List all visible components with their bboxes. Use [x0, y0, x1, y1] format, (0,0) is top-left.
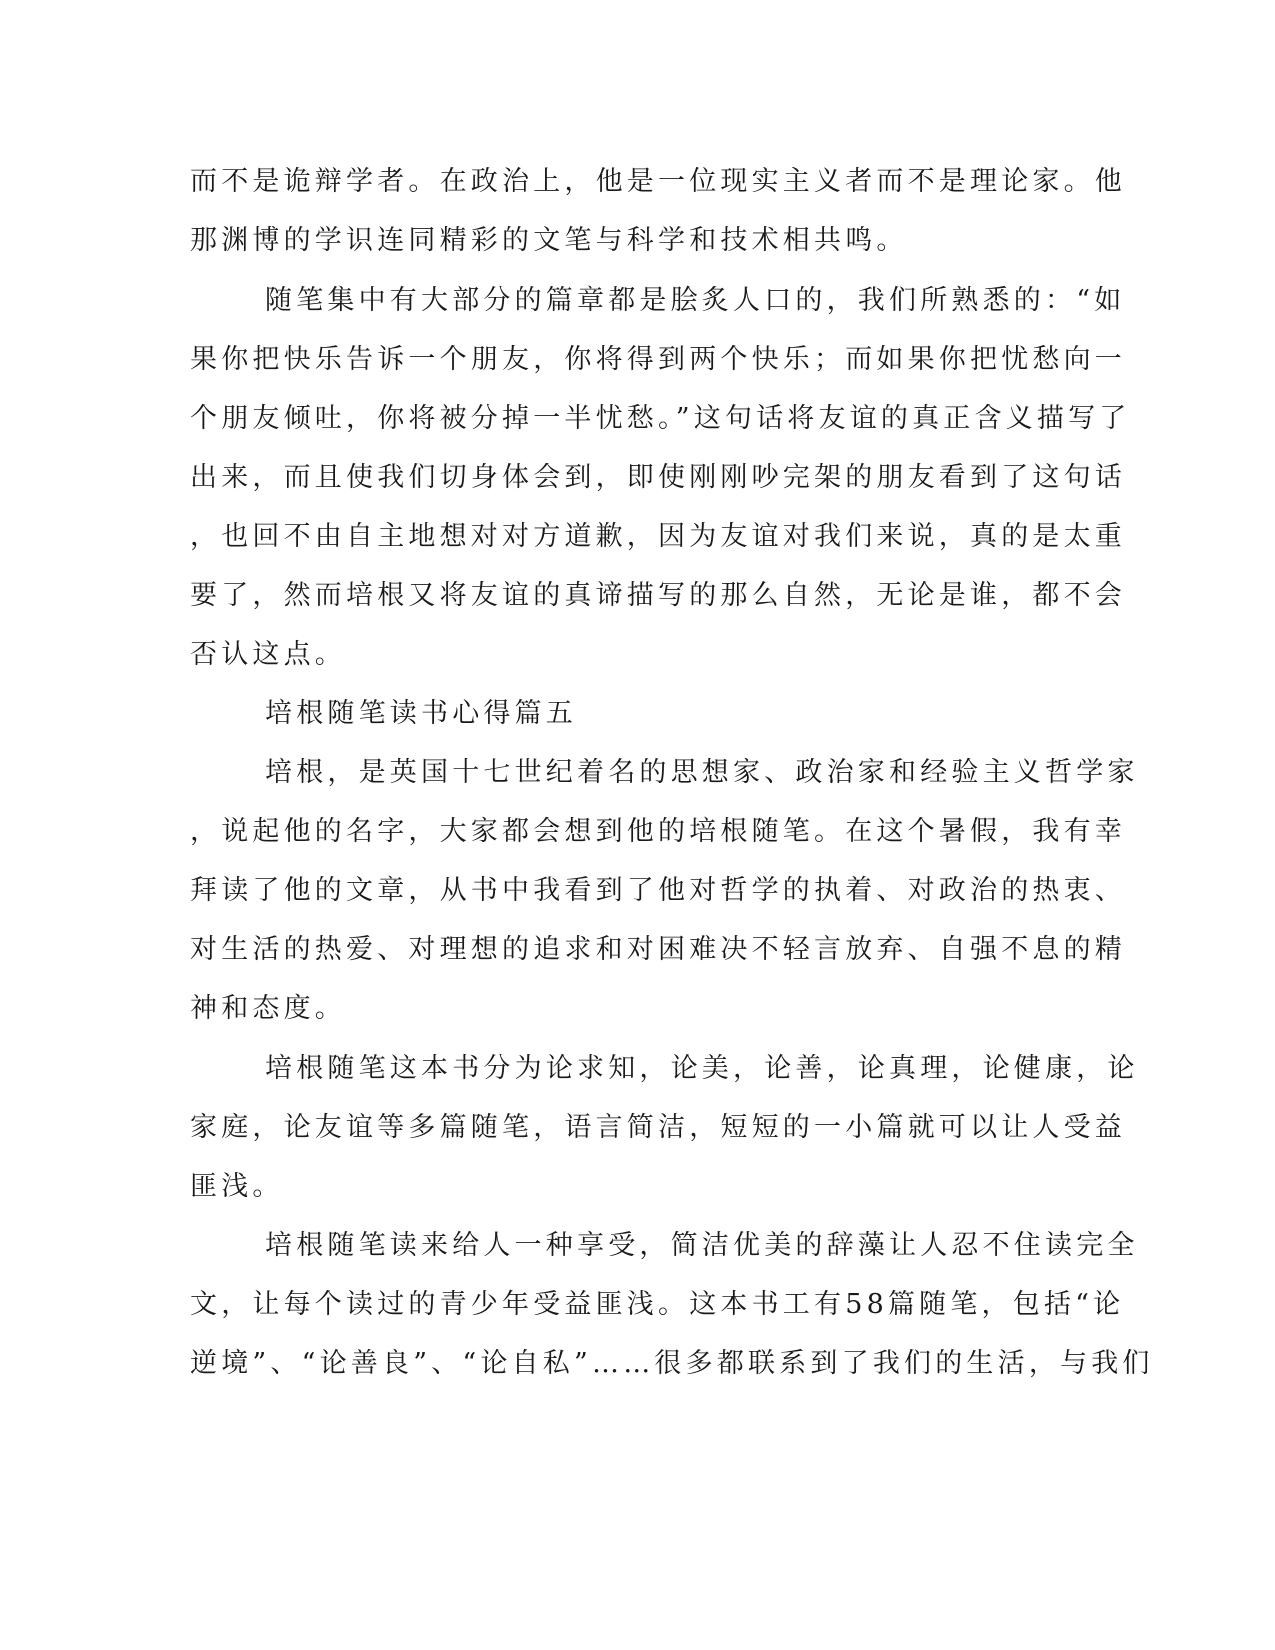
- text-line: ，也回不由自主地想对对方道歉，因为友谊对我们来说，真的是太重: [190, 521, 1126, 552]
- text-line: 随笔集中有大部分的篇章都是脍炙人口的，我们所熟悉的：“如: [265, 285, 1126, 316]
- text-line: 培根随笔这本书分为论求知，论美，论善，论真理，论健康，论: [265, 1053, 1139, 1084]
- text-line: 果你把快乐告诉一个朋友，你将得到两个快乐；而如果你把忧愁向一: [190, 344, 1126, 375]
- text-line: 培根，是英国十七世纪着名的思想家、政治家和经验主义哲学家: [265, 757, 1139, 788]
- text-line: 逆境”、“论善良”、“论自私”……很多都联系到了我们的生活，与我们: [190, 1348, 1154, 1379]
- text-line: 那渊博的学识连同精彩的文笔与科学和技术相共鸣。: [190, 225, 908, 256]
- text-line: 培根随笔读来给人一种享受，简洁优美的辞藻让人忍不住读完全: [265, 1230, 1139, 1261]
- text-line: 匪浅。: [190, 1171, 284, 1202]
- text-line: 对生活的热爱、对理想的追求和对困难决不轻言放弃、自强不息的精: [190, 934, 1126, 965]
- text-line: 神和态度。: [190, 993, 346, 1024]
- text-line: 否认这点。: [190, 639, 346, 670]
- text-line: 出来，而且使我们切身体会到，即使刚刚吵完架的朋友看到了这句话: [190, 462, 1126, 493]
- text-line: 家庭，论友谊等多篇随笔，语言简洁，短短的一小篇就可以让人受益: [190, 1112, 1126, 1143]
- text-line: 要了，然而培根又将友谊的真谛描写的那么自然，无论是谁，都不会: [190, 580, 1126, 611]
- text-line: 个朋友倾吐，你将被分掉一半忧愁。”这句话将友谊的真正含义描写了: [190, 403, 1131, 434]
- section-heading: 培根随笔读书心得篇五: [265, 698, 577, 729]
- text-line: 拜读了他的文章，从书中我看到了他对哲学的执着、对政治的热衷、: [190, 875, 1126, 906]
- text-line: 文，让每个读过的青少年受益匪浅。这本书工有58篇随笔，包括“论: [190, 1289, 1125, 1320]
- text-line: ，说起他的名字，大家都会想到他的培根随笔。在这个暑假，我有幸: [190, 816, 1126, 847]
- text-line: 而不是诡辩学者。在政治上，他是一位现实主义者而不是理论家。他: [190, 166, 1126, 197]
